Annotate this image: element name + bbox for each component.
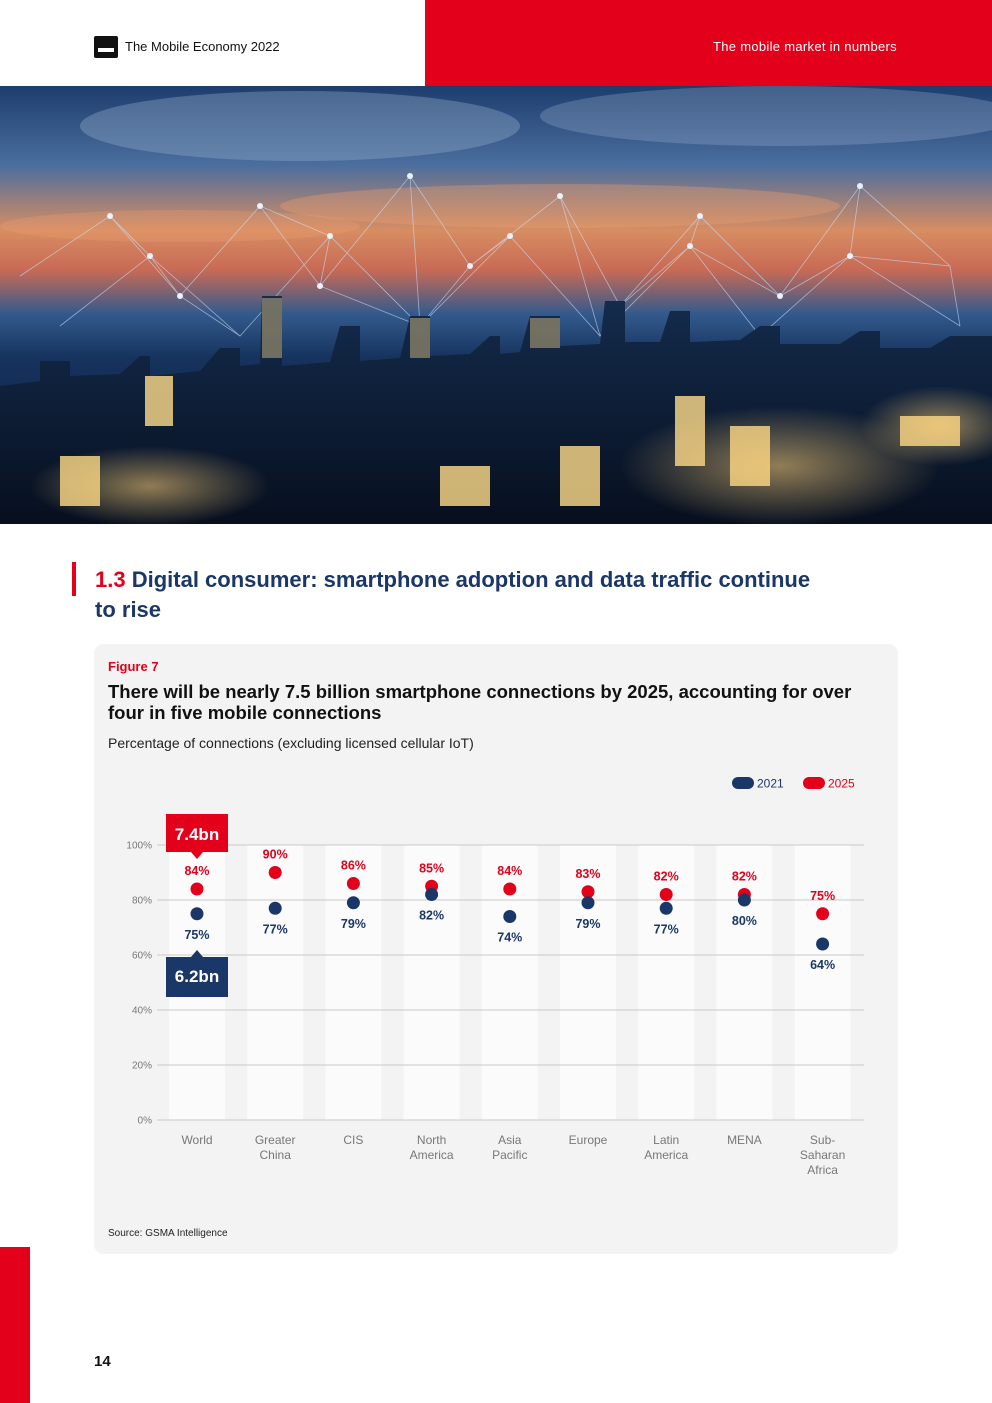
page-header xyxy=(0,0,992,86)
figure-title: There will be nearly 7.5 billion smartphone connections by 2025, accounting for over four in five mobile connections xyxy=(108,681,852,723)
x-tick-label: Africa xyxy=(807,1163,838,1177)
data-label-2025: 83% xyxy=(575,866,601,881)
x-tick-label: CIS xyxy=(343,1133,364,1147)
data-point-2025 xyxy=(347,877,360,890)
data-label-2021: 79% xyxy=(340,916,366,931)
x-tick-label: Greater xyxy=(254,1133,296,1147)
legend-swatch-2025 xyxy=(803,777,825,789)
data-label-2021: 64% xyxy=(810,958,836,972)
data-label-2025: 84% xyxy=(497,864,523,878)
dot-plot-chart xyxy=(94,760,898,1200)
header-left xyxy=(0,0,425,86)
section-heading-text: Digital consumer: smartphone adoption and data traffic continue to rise xyxy=(95,567,811,622)
section-heading xyxy=(95,565,835,625)
data-point-2021 xyxy=(191,907,204,920)
data-point-2021 xyxy=(425,888,438,901)
data-point-2025 xyxy=(191,883,204,896)
x-tick-label: World xyxy=(181,1133,213,1147)
data-label-2025: 90% xyxy=(262,847,288,862)
data-point-2025 xyxy=(503,883,516,896)
figure-source: Source: GSMA Intelligence xyxy=(108,1228,228,1239)
y-tick-label: 20% xyxy=(131,1060,152,1072)
data-label-2021: 77% xyxy=(653,922,679,937)
data-label-2021: 80% xyxy=(731,914,757,928)
data-label-2021: 74% xyxy=(497,930,523,945)
page-number: 14 xyxy=(94,1353,111,1370)
data-label-2025: 82% xyxy=(731,869,757,884)
page-edge-accent xyxy=(0,1247,30,1403)
header-section-band xyxy=(425,0,992,86)
data-label-2025: 86% xyxy=(340,858,366,873)
legend-swatch-2021 xyxy=(732,777,754,789)
data-point-2025 xyxy=(816,907,829,920)
callout-2025-smartphones: 7.4bn xyxy=(174,825,220,844)
data-point-2021 xyxy=(738,894,751,907)
category-column-bg xyxy=(795,845,851,1120)
data-point-2021 xyxy=(503,910,516,923)
legend-label-2025: 2025 xyxy=(828,776,855,791)
figure-label: Figure 7 xyxy=(108,659,159,674)
gsma-logo-icon xyxy=(94,36,118,58)
data-label-2025: 82% xyxy=(653,869,679,884)
category-column-bg xyxy=(638,845,694,1120)
data-point-2021 xyxy=(816,938,829,951)
section-title: The mobile market in numbers xyxy=(713,39,897,54)
x-tick-label: China xyxy=(259,1148,291,1162)
data-label-2025: 85% xyxy=(419,861,445,876)
data-label-2021: 79% xyxy=(575,916,601,931)
data-label-2025: 84% xyxy=(184,864,210,878)
hero-city-network-image xyxy=(0,86,992,524)
section-number: 1.3 xyxy=(95,567,126,592)
hero-illustration xyxy=(0,86,992,524)
data-point-2021 xyxy=(660,902,673,915)
x-tick-label: Asia xyxy=(498,1133,522,1147)
data-point-2025 xyxy=(269,866,282,879)
x-tick-label: North xyxy=(416,1133,447,1147)
legend-label-2021: 2021 xyxy=(757,776,784,791)
data-label-2021: 75% xyxy=(184,927,210,942)
x-tick-label: Sub- xyxy=(809,1133,836,1147)
y-tick-label: 40% xyxy=(131,1005,152,1017)
x-tick-label: Europe xyxy=(568,1133,608,1147)
x-tick-label: Pacific xyxy=(492,1148,528,1162)
figure-subtitle: Percentage of connections (excluding licensed cellular IoT) xyxy=(108,735,474,751)
heading-accent-bar xyxy=(72,562,76,596)
y-tick-label: 0% xyxy=(137,1115,152,1127)
y-tick-label: 100% xyxy=(126,840,152,852)
data-label-2021: 77% xyxy=(262,922,288,937)
y-tick-label: 80% xyxy=(131,895,152,907)
data-label-2025: 75% xyxy=(810,888,836,903)
data-label-2021: 82% xyxy=(419,908,445,923)
data-point-2021 xyxy=(269,902,282,915)
category-column-bg xyxy=(247,845,303,1120)
x-tick-label: MENA xyxy=(727,1133,762,1147)
data-point-2021 xyxy=(347,896,360,909)
data-point-2021 xyxy=(582,896,595,909)
x-tick-label: America xyxy=(409,1148,454,1162)
x-tick-label: America xyxy=(644,1148,689,1162)
report-title: The Mobile Economy 2022 xyxy=(125,39,280,54)
x-tick-label: Saharan xyxy=(799,1148,846,1162)
callout-2021-smartphones: 6.2bn xyxy=(174,967,220,986)
y-tick-label: 60% xyxy=(131,950,152,962)
category-column-bg xyxy=(716,845,772,1120)
data-point-2025 xyxy=(660,888,673,901)
x-tick-label: Latin xyxy=(653,1133,680,1147)
